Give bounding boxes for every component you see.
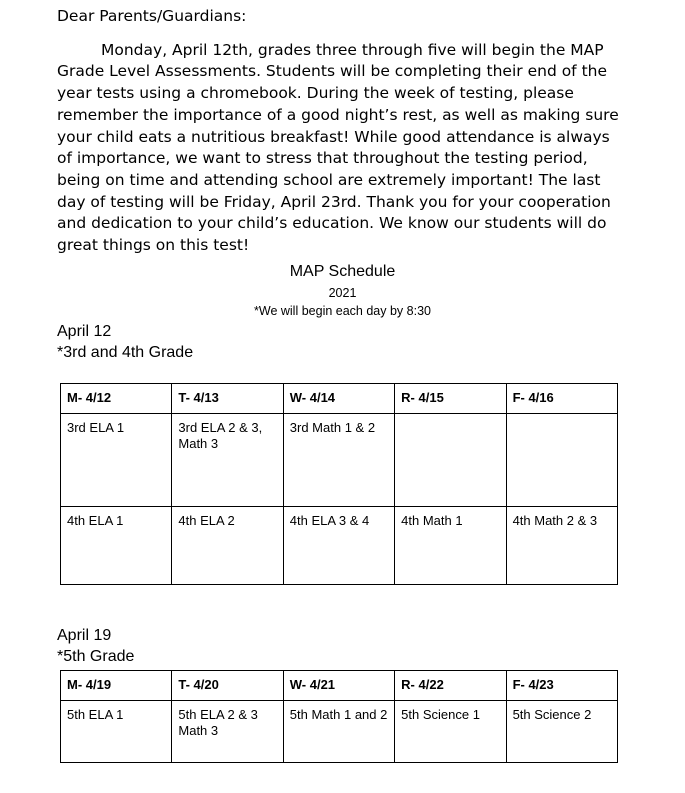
- schedule-cell: 4th ELA 1: [61, 507, 172, 585]
- week2-schedule-table: [60, 670, 618, 763]
- table-row: [61, 701, 618, 763]
- schedule-cell: 3rd Math 1 & 2: [283, 414, 394, 507]
- day-header: F- 4/16: [506, 384, 617, 414]
- schedule-cell: 5th Science 2: [506, 701, 617, 763]
- day-header: T- 4/20: [172, 671, 283, 701]
- schedule-heading: [0, 262, 685, 320]
- table-header-row: [61, 384, 618, 414]
- table-row: [61, 414, 618, 507]
- schedule-cell: 5th ELA 2 & 3 Math 3: [172, 701, 283, 763]
- schedule-cell: 4th ELA 2: [172, 507, 283, 585]
- day-header: M- 4/12: [61, 384, 172, 414]
- letter-greeting: Dear Parents/Guardians:: [57, 7, 247, 25]
- schedule-year: 2021: [328, 286, 357, 300]
- week1-schedule-table: [60, 383, 618, 585]
- week2-label: [57, 625, 134, 667]
- schedule-cell: 3rd ELA 2 & 3, Math 3: [172, 414, 283, 507]
- letter: [57, 6, 627, 257]
- day-header: R- 4/15: [395, 384, 506, 414]
- day-header: F- 4/23: [506, 671, 617, 701]
- schedule-cell: 5th Science 1: [395, 701, 506, 763]
- day-header: W- 4/14: [283, 384, 394, 414]
- week2-date: April 19: [57, 627, 112, 644]
- day-header: M- 4/19: [61, 671, 172, 701]
- week1-grades: *3rd and 4th Grade: [57, 344, 194, 361]
- week2-grades: *5th Grade: [57, 648, 135, 665]
- schedule-cell: 5th ELA 1: [61, 701, 172, 763]
- schedule-cell: 4th ELA 3 & 4: [283, 507, 394, 585]
- schedule-cell: 5th Math 1 and 2: [283, 701, 394, 763]
- letter-body: Monday, April 12th, grades three through five will begin the MAP Grade Level Assessments. Students will be completing their end of the year tests using a chromebook. During the week of testing, please remember the importance of a good night’s rest, as well as making sure your child eats a nutritious breakfast! While good attendance is always of importance, we want to stress that throughout the testing period, being on time and attending school are extremely important! The last day of testing will be Friday, April 23rd. Thank you for your cooperation and dedication to your child’s education. We know our students will do great things on this test!: [57, 40, 619, 255]
- schedule-note: *We will begin each day by 8:30: [254, 304, 431, 318]
- day-header: R- 4/22: [395, 671, 506, 701]
- table-row: [61, 507, 618, 585]
- schedule-cell: [395, 414, 506, 507]
- week1-label: [57, 321, 193, 363]
- table-header-row: [61, 671, 618, 701]
- schedule-cell: 3rd ELA 1: [61, 414, 172, 507]
- schedule-title: MAP Schedule: [289, 263, 396, 280]
- week1-date: April 12: [57, 323, 112, 340]
- schedule-cell: 4th Math 2 & 3: [506, 507, 617, 585]
- day-header: W- 4/21: [283, 671, 394, 701]
- day-header: T- 4/13: [172, 384, 283, 414]
- schedule-cell: 4th Math 1: [395, 507, 506, 585]
- schedule-cell: [506, 414, 617, 507]
